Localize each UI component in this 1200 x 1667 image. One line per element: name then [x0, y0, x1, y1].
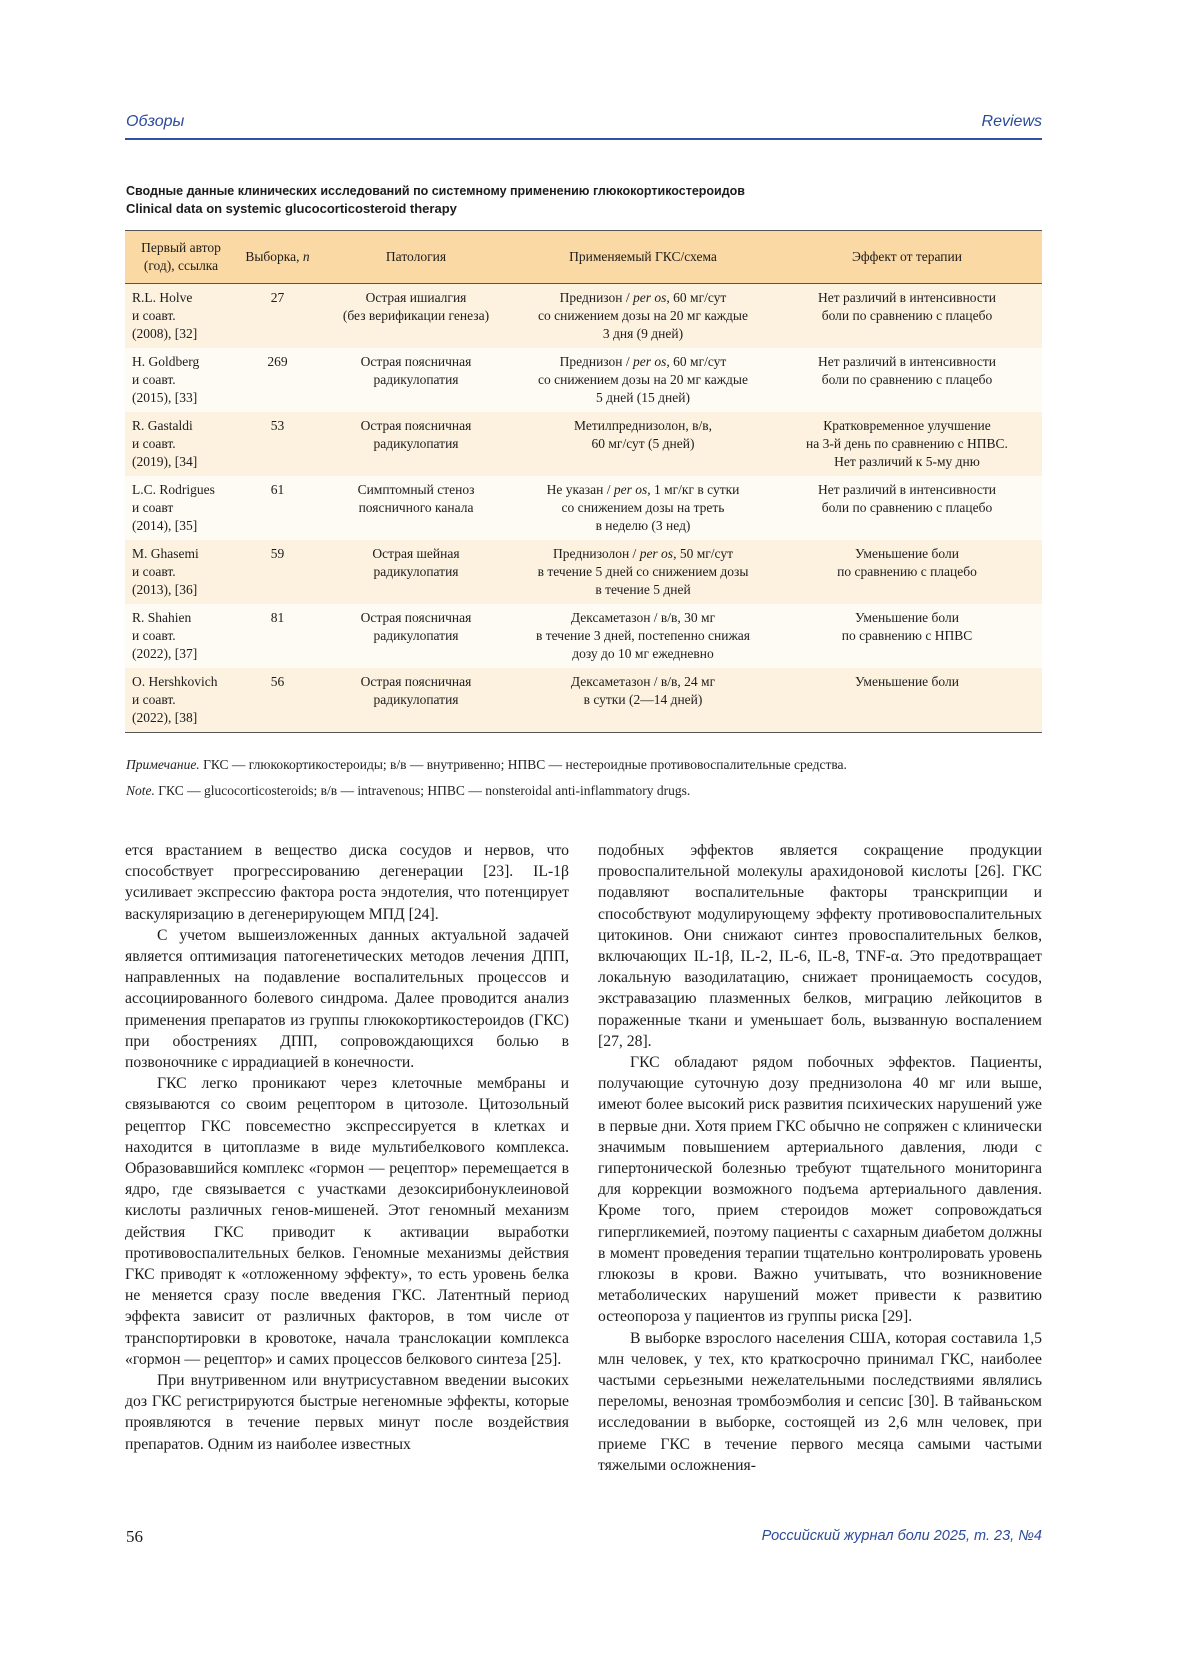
cell-pathology: Симптомный стеноз поясничного канала [357, 482, 475, 515]
cell-gcs: Преднизон / per os, 60 мг/сут со снижением дозы на 20 мг каждые 3 дня (9 дней) [538, 290, 748, 341]
note-en: Note. ГКС — glucocorticosteroids; в/в — intravenous; НПВС — nonsteroidal anti-inflammatory drugs. [126, 783, 691, 798]
cell-author: H. Goldberg и соавт. (2015), [33] [132, 354, 200, 405]
col-header-sample: Выборка, n [237, 231, 318, 284]
cell-author: M. Ghasemi и соавт. (2013), [36] [132, 546, 199, 597]
cell-author: R. Shahien и соавт. (2022), [37] [132, 610, 198, 661]
cell-effect: Уменьшение боли по сравнению с плацебо [837, 546, 977, 579]
body-column-right [598, 840, 1042, 1476]
col-header-author: Первый автор (год), ссылка [125, 231, 237, 284]
clinical-data-table [125, 230, 1042, 733]
cell-sample: 81 [270, 610, 285, 625]
cell-author: L.C. Rodrigues и соавт (2014), [35] [132, 482, 215, 533]
body-paragraph: При внутривенном или внутрисуставном введении высоких доз ГКС регистрируются быстрые негеномные эффекты, которые проявляются в течение первых минут после воздействия препаратов. Одним из наиболее известных [125, 1372, 569, 1453]
cell-sample: 269 [267, 354, 288, 369]
cell-sample: 56 [237, 668, 318, 733]
table-header-row [125, 231, 1042, 284]
cell-sample: 53 [270, 418, 285, 433]
table-caption-en: Clinical data on systemic glucocorticosteroid therapy [126, 201, 457, 216]
body-paragraph: ГКС обладают рядом побочных эффектов. Пациенты, получающие суточную дозу преднизолона 40 мг или выше, имеют более высокий риск развития психических нарушений уже в первые дни. Хотя прием ГКС обычно не сопряжен с клинически значимым повышением артериального давления, люди с гипертонической болезнью требуют тщательного мониторинга для коррекции возможного подъема артериального давления. Кроме того, прием стероидов может сопровождаться гипергликемией, поэтому пациенты с сахарным диабетом должны в момент проведения терапии тщательно контролировать уровень глюкозы в крови. Важно учитывать, что возникновение метаболических нарушений может привести к развитию остеопороза у пациентов из группы риска [29]. [598, 1054, 1042, 1326]
cell-gcs: Преднизолон / per os, 50 мг/сут в течение 5 дней со снижением дозы в течение 5 дней [537, 546, 749, 597]
cell-pathology: Острая ишиалгия (без верификации генеза) [342, 290, 490, 323]
body-paragraph: В выборке взрослого населения США, которая составила 1,5 млн человек, у тех, кто краткосрочно принимал ГКС, наиболее частыми серьезными нежелательными последствиями являлись переломы, венозная тромбоэмболия и сепсис [30]. В тайваньском исследовании в выборке, состоящей из 2,6 млн человек, при приеме ГКС в течение первого месяца самыми частыми тяжелыми осложнения- [598, 1329, 1042, 1474]
col-header-pathology: Патология [318, 231, 514, 284]
section-header-left: Обзоры [126, 113, 185, 130]
cell-effect: Кратковременное улучшение на 3-й день по сравнению с НПВС. Нет различий к 5-му дню [806, 418, 1008, 469]
cell-effect: Уменьшение боли [772, 668, 1042, 733]
table-row [125, 476, 1042, 540]
table-row [125, 604, 1042, 668]
table-row [125, 284, 1042, 349]
cell-gcs: Метилпреднизолон, в/в, 60 мг/сут (5 дней) [574, 418, 712, 451]
cell-effect: Нет различий в интенсивности боли по сравнению с плацебо [818, 354, 996, 387]
cell-sample: 61 [270, 482, 285, 497]
cell-pathology: Острая поясничная радикулопатия [318, 668, 514, 733]
cell-effect: Уменьшение боли по сравнению с НПВС [841, 610, 973, 643]
table-row [125, 412, 1042, 476]
body-column-left [125, 840, 569, 1455]
cell-sample: 59 [270, 546, 285, 561]
cell-author: O. Hershkovich и соавт. (2022), [38] [125, 668, 237, 733]
header-rule [125, 138, 1042, 140]
cell-sample: 27 [270, 290, 285, 305]
cell-pathology: Острая поясничная радикулопатия [360, 418, 472, 451]
note-ru: Примечание. ГКС — глюкокортикостероиды; в/в — внутривенно; НПВС — нестероидные противовоспалительные средства. [126, 757, 847, 772]
page-number: 56 [126, 1527, 143, 1546]
cell-gcs: Не указан / per os, 1 мг/кг в сутки со снижением дозы на треть в неделю (3 нед) [546, 482, 740, 533]
cell-author: R.L. Holve и соавт. (2008), [32] [132, 290, 198, 341]
section-header-right: Reviews [981, 113, 1042, 130]
body-paragraph: подобных эффектов является сокращение продукции провоспалительной молекулы арахидоновой кислоты [26]. ГКС подавляют воспалительные факторы транскрипции и способствуют модулирующему эффекту противовоспалительных цитокинов. Они снижают синтез провоспалительных белков, включающих IL-1β, IL-2, IL-6, IL-8, TNF-α. Это предотвращает локальную вазодилатацию, снижает проницаемость сосудов, экстравазацию плазменных белков, миграцию лейкоцитов в пораженные ткани и уменьшает боль, вызванную воспалением [27, 28]. [598, 842, 1042, 1050]
body-paragraph: ется врастанием в вещество диска сосудов и нервов, что способствует прогрессированию дегенерации [23]. IL-1β усиливает экспрессию фактора роста эндотелия, что потенцирует васкуляризацию в дегенерирующем МПД [24]. [125, 842, 569, 923]
table-caption-ru: Сводные данные клинических исследований по системному применению глюкокортикостероидов [126, 184, 745, 198]
cell-pathology: Острая поясничная радикулопатия [360, 354, 472, 387]
table-row [125, 540, 1042, 604]
cell-gcs: Преднизон / per os, 60 мг/сут со снижением дозы на 20 мг каждые 5 дней (15 дней) [538, 354, 748, 405]
col-header-effect: Эффект от терапии [772, 231, 1042, 284]
cell-gcs: Дексаметазон / в/в, 30 мг в течение 3 дней, постепенно снижая дозу до 10 мг ежедневно [535, 610, 751, 661]
journal-name: Российский журнал боли 2025, т. 23, №4 [761, 1528, 1042, 1544]
body-paragraph: С учетом вышеизложенных данных актуальной задачей является оптимизация патогенетических методов лечения ДПП, направленных на подавление воспалительных процессов и ассоциированного болевого синдрома. Далее проводится анализ применения препаратов из группы глюкокортикостероидов (ГКС) при обострениях ДПП, сопровождающихся болью в позвоночнике с иррадиацией в конечности. [125, 926, 569, 1072]
table-row [125, 668, 1042, 733]
cell-effect: Нет различий в интенсивности боли по сравнению с плацебо [818, 290, 996, 323]
cell-gcs: Дексаметазон / в/в, 24 мг в сутки (2—14 дней) [514, 668, 772, 733]
cell-pathology: Острая поясничная радикулопатия [360, 610, 472, 643]
table-body [125, 284, 1042, 733]
body-paragraph: ГКС легко проникают через клеточные мембраны и связываются со своим рецептором в цитозоле. Цитозольный рецептор ГКС повсеместно экспрессируется в клетках и находится в цитоплазме в виде мультибелкового комплекса. Образовавшийся комплекс «гормон — рецептор» перемещается в ядро, где связывается с участками дезоксирибонуклеиновой кислоты различных генов-мишеней. Этот геномный механизм действия ГКС приводит к активации выработки противовоспалительных белков. Геномные механизмы действия ГКС приводят к «отложенному эффекту», то есть уровень белка не меняется сразу после введения ГКС. Латентный период эффекта зависит от различных факторов, в том числе от транспортировки в кровотоке, начала транслокации комплекса «гормон — рецептор» и самих процессов белкового синтеза [25]. [125, 1075, 569, 1368]
cell-pathology: Острая шейная радикулопатия [372, 546, 460, 579]
table-row [125, 348, 1042, 412]
cell-effect: Нет различий в интенсивности боли по сравнению с плацебо [818, 482, 996, 515]
cell-author: R. Gastaldi и соавт. (2019), [34] [132, 418, 198, 469]
col-header-gcs: Применяемый ГКС/схема [514, 231, 772, 284]
